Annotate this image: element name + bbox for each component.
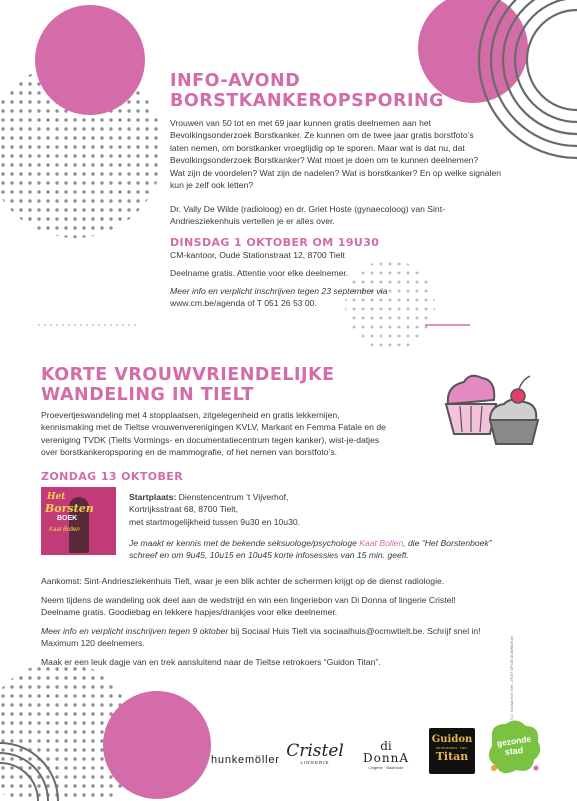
section2-intro — [41, 409, 561, 459]
info-line1 — [41, 625, 571, 637]
info-italic: Meer info en verplicht inschrijven tegen 9 oktober — [41, 626, 229, 636]
intro-line: vereniging TVDK (Tielts Vormings- en documentatiecentrum tegen kanker), wist-je-datjes — [41, 434, 380, 445]
info-line: www.cm.be/agenda of T 051 26 53 00. — [170, 298, 317, 309]
guidon-1: Guidon — [431, 734, 473, 745]
section1-info — [170, 285, 387, 310]
section1-speakers — [170, 203, 570, 228]
section1-title-line2: BORSTKANKEROPSPORING — [170, 91, 444, 111]
speakers-line: Andriesziekenhuis vertellen je er alles over. — [170, 216, 335, 227]
speakers-line: Dr. Vally De Wilde (radioloog) en dr. Griet Hoste (gynaecoloog) van Sint- — [170, 204, 445, 214]
book-line1-b: , die “Het Borstenboek” — [403, 538, 492, 548]
start-value: Dienstencentrum ’t Vijverhof, — [176, 492, 289, 502]
book-title-2: Borsten — [45, 502, 94, 515]
section2-title-line2: WANDELING IN TIELT — [41, 385, 254, 405]
info-rest: bij Sociaal Huis Tielt via sociaalhuis@ocmwtielt.be. Schrijf snel in! — [228, 626, 481, 636]
logo-gezonde-stad — [486, 718, 542, 778]
book-title-3: BOEK — [57, 515, 78, 522]
didonna-sub: Lingerie · Badmode — [368, 765, 404, 770]
intro-line: Proevertjeswandeling met 4 stopplaatsen, zitgelegenheid en gratis lekkernijen, — [41, 410, 340, 420]
intro-line: kennismaking met de Tieltse vrouwenverenigingen KVLV, Markant en Femma Fatale en de — [41, 422, 386, 433]
info-line2: Maximum 120 deelnemers. — [41, 638, 145, 649]
pink-circle-bottom-left — [103, 691, 211, 799]
section2-date: ZONDAG 13 OKTOBER — [41, 470, 184, 483]
section1-title — [170, 71, 444, 111]
intro-line: Bevolkingsonderzoek Borstkanker? Wat moet je doen om te kunnen deelnemen? — [170, 155, 479, 166]
intro-line: Wat zijn de voordelen? Wat zijn de nadelen? Wat is borstkanker? En op welke signalen — [170, 167, 502, 178]
book-title-1: Het — [47, 492, 66, 502]
guidon-2: Titan — [435, 750, 469, 763]
contest-line2: Deelname gratis. Goodiebag en lekkere hapjes/drankjes voor elke deelnemer. — [41, 607, 338, 618]
intro-line: kun je zelf ook letten? — [170, 180, 254, 191]
section2-contest — [41, 594, 571, 619]
section1-date: DINSDAG 1 OKTOBER OM 19U30 — [170, 236, 380, 249]
info-line: Meer info en verplicht inschrijven tegen 23 september via — [170, 286, 388, 296]
start-label: Startplaats: — [129, 492, 177, 502]
section2-closing: Maak er een leuk dagje van en trek aansluitend naar de Tieltse retrokoers “Guidon Titan”. — [41, 657, 381, 667]
section2-start — [129, 491, 549, 528]
gezonde-1: gezonde — [496, 733, 532, 749]
section2-title — [41, 365, 335, 405]
book-line1-a: Je maakt er kennis met de bekende seksuologe/psychologe — [129, 538, 360, 548]
cristel-name: Cristel — [286, 741, 344, 761]
intro-line: over borstkankeropsporing en de mammografie, of het nemen van borstfoto’s. — [41, 447, 338, 458]
didonna-1: di — [380, 739, 392, 753]
book-line2: schreef en om 9u45, 10u15 en 10u45 korte infosessies van 15 min. geeft. — [129, 550, 409, 561]
book-cover-image — [41, 487, 116, 555]
section2-book-text — [129, 537, 569, 562]
start-line2: Kortrijksstraat 68, 8700 Tielt, — [129, 504, 238, 515]
logo-cristel — [285, 742, 345, 765]
guidon-sub: RETROKOERS · TIELT — [436, 746, 468, 750]
logo-guidon-titan — [429, 728, 475, 774]
intro-line: Vrouwen van 50 tot en met 69 jaar kunnen gratis deelnemen aan het — [170, 118, 432, 128]
section1-intro — [170, 117, 570, 191]
start-line3: met startmogelijkheid tussen 9u30 en 10u30. — [129, 516, 301, 527]
intro-line: Bevolkingsonderzoek Borstkanker. Ze kunnen om de twee jaar gratis borstfoto’s — [170, 130, 474, 141]
contest-line1: Neem tijdens de wandeling ook deel aan de wedstrijd en win een lingeriebon van Di Donna of lingerie Cristel! — [41, 595, 456, 605]
cristel-sub: LINGERIE — [300, 760, 330, 765]
book-author: Kaat Bollen — [49, 527, 80, 533]
gezonde-2: stad — [504, 745, 524, 757]
book-line1 — [129, 537, 569, 549]
logo-didonna — [356, 740, 416, 770]
start-line1 — [129, 491, 549, 503]
book-author-name: Kaat Bollen — [359, 538, 404, 548]
section1-free: Deelname gratis. Attentie voor elke deelnemer. — [170, 268, 349, 278]
section2-arrival: Aankomst: Sint-Andriesziekenhuis Tielt, waar je een blik achter de schermen krijgt op de dienst radiologie. — [41, 576, 445, 586]
vertical-note: V.U. Sociaal Huis Tielt – PAST OP DE OCMWtielt.be — [510, 636, 514, 720]
logo-hunkemoller: hunkemöller — [211, 754, 280, 766]
section2-info — [41, 625, 571, 650]
section2-title-line1: KORTE VROUWVRIENDELIJKE — [41, 365, 335, 385]
intro-line: laten nemen, om borstkanker vroegtijdig op te sporen. Maar wat is dat nu, dat — [170, 142, 465, 153]
section1-title-line1: INFO-AVOND — [170, 71, 301, 91]
didonna-2: DonnA — [363, 751, 409, 765]
pink-circle-top-left — [35, 5, 145, 115]
section1-location: CM-kantoor, Oude Stationstraat 12, 8700 Tielt — [170, 250, 345, 260]
